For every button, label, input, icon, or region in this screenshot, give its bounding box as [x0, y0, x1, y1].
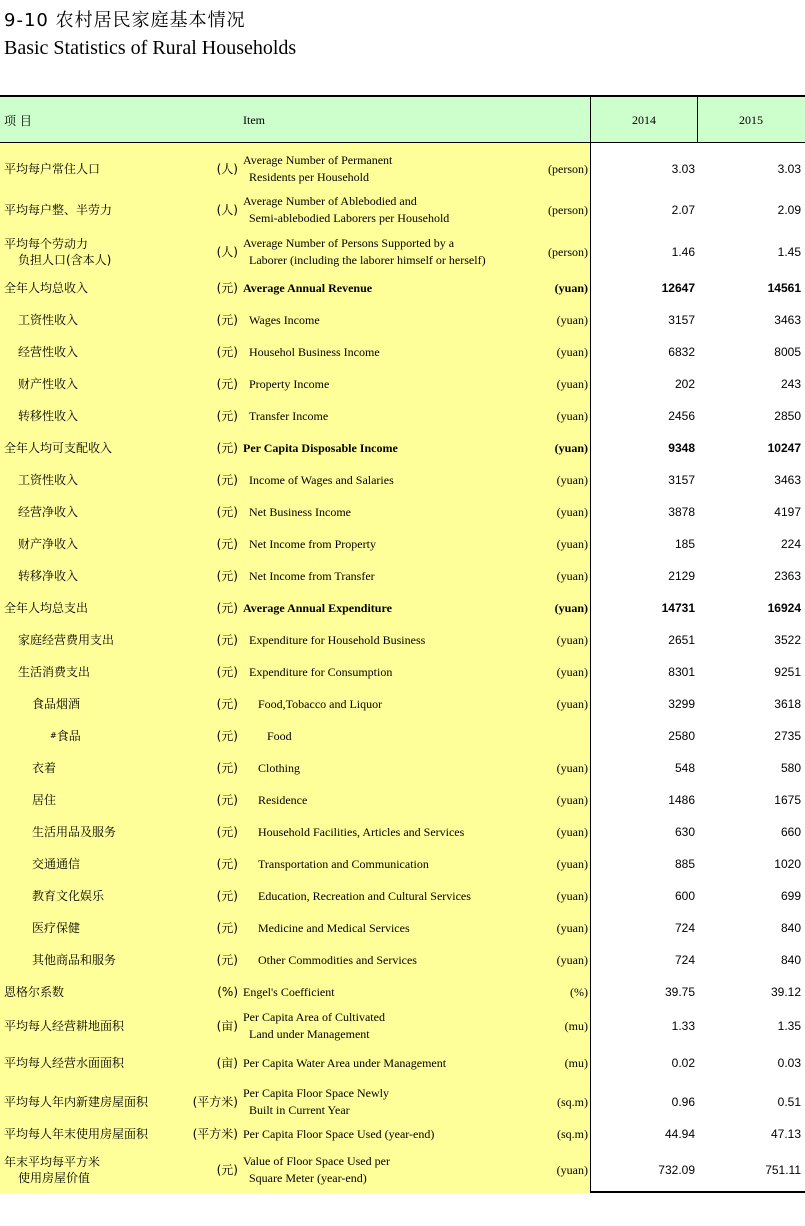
- value-2015: 3463: [774, 313, 801, 327]
- row-unit-chinese: (人): [216, 203, 238, 217]
- row-label-english: Education, Recreation and Cultural Services: [258, 888, 471, 903]
- value-2015: 580: [780, 761, 801, 775]
- value-2014: 3878: [668, 505, 695, 519]
- row-label-chinese: 使用房屋价值: [18, 1171, 91, 1185]
- row-label-chinese: 衣着: [32, 761, 57, 775]
- value-2015: 8005: [774, 345, 801, 359]
- row-unit-chinese: (元): [216, 313, 238, 327]
- row-label-english: Food: [267, 728, 292, 743]
- row-label-english: Household Facilities, Articles and Services: [258, 824, 465, 839]
- row-label-chinese: 经营净收入: [18, 505, 79, 519]
- row-label-chinese: 年末平均每平方米: [4, 1155, 101, 1169]
- value-2014: 3.03: [671, 162, 695, 176]
- row-label-chinese: 平均每人经营耕地面积: [4, 1019, 125, 1033]
- row-label-chinese: 转移性收入: [18, 409, 79, 423]
- row-label-english: Average Number of Persons Supported by a: [243, 236, 455, 250]
- row-label-chinese: 恩格尔系数: [4, 985, 65, 999]
- row-label-chinese: 经营性收入: [18, 345, 79, 359]
- row-unit-english: (yuan): [556, 1163, 588, 1177]
- row-label-english: Transfer Income: [249, 408, 329, 423]
- row-label-english: Per Capita Water Area under Management: [243, 1055, 447, 1070]
- value-2014: 630: [674, 825, 695, 839]
- row-label-english: Wages Income: [249, 312, 320, 327]
- row-label-chinese: 平均每人年末使用房屋面积: [4, 1127, 149, 1141]
- row-unit-english: (yuan): [556, 345, 588, 359]
- row-unit-english: (yuan): [556, 633, 588, 647]
- value-2015: 1675: [774, 793, 801, 807]
- row-label-english: Semi-ablebodied Laborers per Household: [249, 211, 450, 225]
- value-2014: 3157: [668, 313, 695, 327]
- row-unit-english: (yuan): [556, 505, 588, 519]
- value-2014: 3299: [668, 697, 695, 711]
- value-2015: 751.11: [765, 1163, 801, 1177]
- value-2014: 2580: [668, 729, 695, 743]
- statistics-table: [0, 95, 805, 1193]
- value-2015: 2.09: [777, 203, 801, 217]
- value-2015: 9251: [774, 665, 801, 679]
- value-2015: 1.35: [777, 1019, 801, 1033]
- value-2015: 0.03: [777, 1056, 801, 1070]
- value-2014: 724: [674, 953, 695, 967]
- row-unit-english: (yuan): [556, 665, 588, 679]
- row-label-english: Square Meter (year-end): [249, 1171, 367, 1185]
- value-2014: 1486: [668, 793, 695, 807]
- row-label-english: Per Capita Floor Space Used (year-end): [243, 1126, 435, 1141]
- value-2015: 10247: [767, 441, 801, 455]
- value-2014: 885: [674, 857, 695, 871]
- value-2015: 0.51: [777, 1095, 801, 1109]
- row-unit-chinese: (元): [216, 441, 238, 455]
- row-label-english: Transportation and Communication: [258, 856, 429, 871]
- value-2015: 3463: [774, 473, 801, 487]
- value-2014: 185: [674, 537, 695, 551]
- row-label-chinese: 其他商品和服务: [32, 953, 117, 967]
- table-title-english: Basic Statistics of Rural Households: [4, 37, 297, 59]
- value-2014: 0.02: [671, 1056, 695, 1070]
- row-unit-english: (yuan): [556, 761, 588, 775]
- header-item-chinese: 项 目: [4, 114, 32, 128]
- row-label-chinese: 平均每个劳动力: [4, 237, 89, 251]
- row-label-english: Value of Floor Space Used per: [243, 1154, 390, 1168]
- row-unit-english: (yuan): [556, 793, 588, 807]
- value-2015: 2735: [774, 729, 801, 743]
- value-2014: 548: [674, 761, 695, 775]
- row-unit-chinese: (人): [216, 162, 238, 176]
- row-label-chinese: 平均每人经营水面面积: [4, 1056, 125, 1070]
- value-2014: 2.07: [671, 203, 695, 217]
- value-2014: 0.96: [671, 1095, 695, 1109]
- value-2014: 8301: [668, 665, 695, 679]
- row-unit-chinese: (元): [216, 921, 238, 935]
- row-label-english: Other Commodities and Services: [258, 952, 417, 967]
- row-label-english: Expenditure for Household Business: [249, 632, 426, 647]
- row-unit-chinese: (元): [216, 633, 238, 647]
- header-item-english: Item: [243, 113, 265, 127]
- row-unit-english: (yuan): [556, 473, 588, 487]
- row-label-chinese: 食品烟酒: [32, 697, 81, 711]
- row-label-chinese: #食品: [50, 729, 81, 743]
- value-2014: 44.94: [664, 1127, 695, 1141]
- row-label-chinese: 平均每人年内新建房屋面积: [4, 1095, 149, 1109]
- row-unit-chinese: (元): [216, 793, 238, 807]
- row-label-english: Food,Tobacco and Liquor: [258, 696, 383, 711]
- row-unit-english: (yuan): [556, 889, 588, 903]
- value-2014: 39.75: [664, 985, 695, 999]
- row-label-english: Average Number of Permanent: [243, 153, 393, 167]
- value-2015: 39.12: [770, 985, 801, 999]
- value-2015: 660: [780, 825, 801, 839]
- row-unit-english: (person): [548, 203, 588, 217]
- value-2015: 224: [780, 537, 801, 551]
- row-unit-english: (yuan): [554, 441, 588, 455]
- row-label-chinese: 生活用品及服务: [32, 825, 117, 839]
- value-2015: 3.03: [777, 162, 801, 176]
- value-2014: 202: [674, 377, 695, 391]
- row-unit-english: (yuan): [556, 377, 588, 391]
- value-2015: 840: [780, 921, 801, 935]
- row-label-english: Per Capita Floor Space Newly: [243, 1086, 389, 1100]
- row-label-english: Expenditure for Consumption: [249, 664, 393, 679]
- row-unit-chinese: (元): [216, 505, 238, 519]
- row-unit-chinese: (平方米): [192, 1095, 238, 1109]
- row-unit-english: (yuan): [556, 697, 588, 711]
- value-2015: 16924: [767, 601, 801, 615]
- footnote-marker: #: [50, 731, 57, 740]
- row-label-english: Residence: [258, 792, 308, 807]
- row-unit-chinese: (元): [216, 409, 238, 423]
- row-unit-chinese: (元): [216, 825, 238, 839]
- value-2015: 3522: [774, 633, 801, 647]
- value-2015: 14561: [767, 281, 801, 295]
- header-year-2015: 2015: [739, 113, 763, 127]
- row-unit-chinese: (人): [216, 245, 238, 259]
- row-unit-chinese: (元): [216, 665, 238, 679]
- row-label-english: Average Annual Revenue: [243, 280, 373, 295]
- row-unit-english: (yuan): [556, 537, 588, 551]
- row-unit-english: (yuan): [556, 857, 588, 871]
- row-label-english: Built in Current Year: [249, 1103, 350, 1117]
- column-divider-labels: [590, 97, 591, 1193]
- value-2014: 9348: [668, 441, 695, 455]
- table-header: [0, 97, 805, 143]
- row-unit-english: (mu): [564, 1056, 588, 1070]
- row-unit-english: (yuan): [556, 569, 588, 583]
- value-2015: 4197: [774, 505, 801, 519]
- header-year-2014: 2014: [632, 113, 656, 127]
- row-label-chinese: 交通通信: [32, 857, 81, 871]
- row-label-english: Net Business Income: [249, 504, 351, 519]
- row-unit-chinese: (元): [216, 377, 238, 391]
- value-2015: 243: [780, 377, 801, 391]
- row-label-chinese: 转移净收入: [18, 569, 79, 583]
- row-label-chinese: 全年人均总收入: [4, 281, 89, 295]
- value-2015: 840: [780, 953, 801, 967]
- row-label-chinese: 工资性收入: [18, 473, 79, 487]
- value-2015: 47.13: [770, 1127, 801, 1141]
- row-label-chinese: 全年人均可支配收入: [4, 441, 113, 455]
- row-label-chinese: 居住: [32, 793, 57, 807]
- row-label-english: Average Annual Expenditure: [243, 600, 392, 615]
- value-2014: 3157: [668, 473, 695, 487]
- value-2015: 699: [780, 889, 801, 903]
- row-unit-english: (yuan): [556, 825, 588, 839]
- row-label-chinese: 负担人口(含本人): [18, 253, 112, 267]
- row-label-english: Income of Wages and Salaries: [249, 472, 394, 487]
- value-2015: 1.45: [777, 245, 801, 259]
- row-unit-chinese: (元): [216, 953, 238, 967]
- row-label-chinese: 财产净收入: [18, 537, 79, 551]
- row-label-chinese: 家庭经营费用支出: [18, 633, 115, 647]
- value-2014: 2129: [668, 569, 695, 583]
- row-unit-english: (yuan): [556, 921, 588, 935]
- value-2015: 2363: [774, 569, 801, 583]
- row-label-english: Per Capita Area of Cultivated: [243, 1010, 385, 1024]
- row-label-chinese: 平均每户常住人口: [4, 162, 101, 176]
- row-label-chinese: 平均每户整、半劳力: [4, 203, 113, 217]
- value-2015: 2850: [774, 409, 801, 423]
- row-label-english: Residents per Household: [249, 170, 369, 184]
- row-unit-english: (yuan): [554, 601, 588, 615]
- row-unit-chinese: (元): [216, 1163, 238, 1177]
- row-unit-chinese: (元): [216, 281, 238, 295]
- value-2014: 6832: [668, 345, 695, 359]
- row-unit-chinese: (元): [216, 761, 238, 775]
- row-label-english: Per Capita Disposable Income: [243, 440, 398, 455]
- row-label-english: Househol Business Income: [249, 344, 380, 359]
- row-unit-english: (person): [548, 245, 588, 259]
- row-label-english: Average Number of Ablebodied and: [243, 194, 417, 208]
- value-2014: 2456: [668, 409, 695, 423]
- row-unit-chinese: (元): [216, 345, 238, 359]
- row-unit-chinese: (元): [216, 697, 238, 711]
- value-2014: 732.09: [658, 1163, 695, 1177]
- row-unit-english: (%): [570, 985, 588, 999]
- row-label-english: Property Income: [249, 376, 330, 391]
- value-2015: 3618: [774, 697, 801, 711]
- value-2014: 2651: [668, 633, 695, 647]
- row-label-english: Net Income from Transfer: [249, 568, 375, 583]
- row-label-chinese: 生活消费支出: [18, 665, 91, 679]
- row-unit-chinese: (%): [217, 985, 238, 999]
- row-unit-english: (yuan): [556, 313, 588, 327]
- value-2014: 600: [674, 889, 695, 903]
- value-2014: 14731: [661, 601, 695, 615]
- row-unit-chinese: (元): [216, 537, 238, 551]
- row-label-chinese: 工资性收入: [18, 313, 79, 327]
- row-label-english: Engel's Coefficient: [243, 984, 335, 999]
- row-label-chinese: 财产性收入: [18, 377, 79, 391]
- row-label-english: Land under Management: [249, 1027, 370, 1041]
- row-unit-chinese: (亩): [216, 1019, 238, 1033]
- value-2014: 12647: [661, 281, 695, 295]
- row-unit-english: (sq.m): [557, 1095, 588, 1109]
- row-unit-chinese: (平方米): [192, 1127, 238, 1141]
- row-unit-english: (mu): [564, 1019, 588, 1033]
- row-unit-english: (sq.m): [557, 1127, 588, 1141]
- row-unit-chinese: (元): [216, 889, 238, 903]
- row-unit-chinese: (元): [216, 729, 238, 743]
- row-unit-english: (yuan): [556, 409, 588, 423]
- row-label-chinese: 全年人均总支出: [4, 601, 89, 615]
- value-2014: 1.46: [671, 245, 695, 259]
- table-title-chinese: 9-10 农村居民家庭基本情况: [4, 10, 246, 31]
- value-2015: 1020: [774, 857, 801, 871]
- row-label-english: Medicine and Medical Services: [258, 920, 410, 935]
- row-unit-chinese: (元): [216, 857, 238, 871]
- row-unit-chinese: (亩): [216, 1056, 238, 1070]
- row-unit-chinese: (元): [216, 473, 238, 487]
- row-unit-chinese: (元): [216, 569, 238, 583]
- row-unit-english: (person): [548, 162, 588, 176]
- row-unit-english: (yuan): [556, 953, 588, 967]
- column-divider-years: [697, 97, 698, 143]
- row-unit-chinese: (元): [216, 601, 238, 615]
- row-label-chinese: 医疗保健: [32, 921, 81, 935]
- row-label-english: Net Income from Property: [249, 536, 376, 551]
- row-label-english: Clothing: [258, 760, 301, 775]
- row-label-english: Laborer (including the laborer himself or herself): [249, 253, 486, 267]
- value-2014: 1.33: [671, 1019, 695, 1033]
- value-2014: 724: [674, 921, 695, 935]
- row-label-chinese: 教育文化娱乐: [32, 889, 105, 903]
- row-unit-english: (yuan): [554, 281, 588, 295]
